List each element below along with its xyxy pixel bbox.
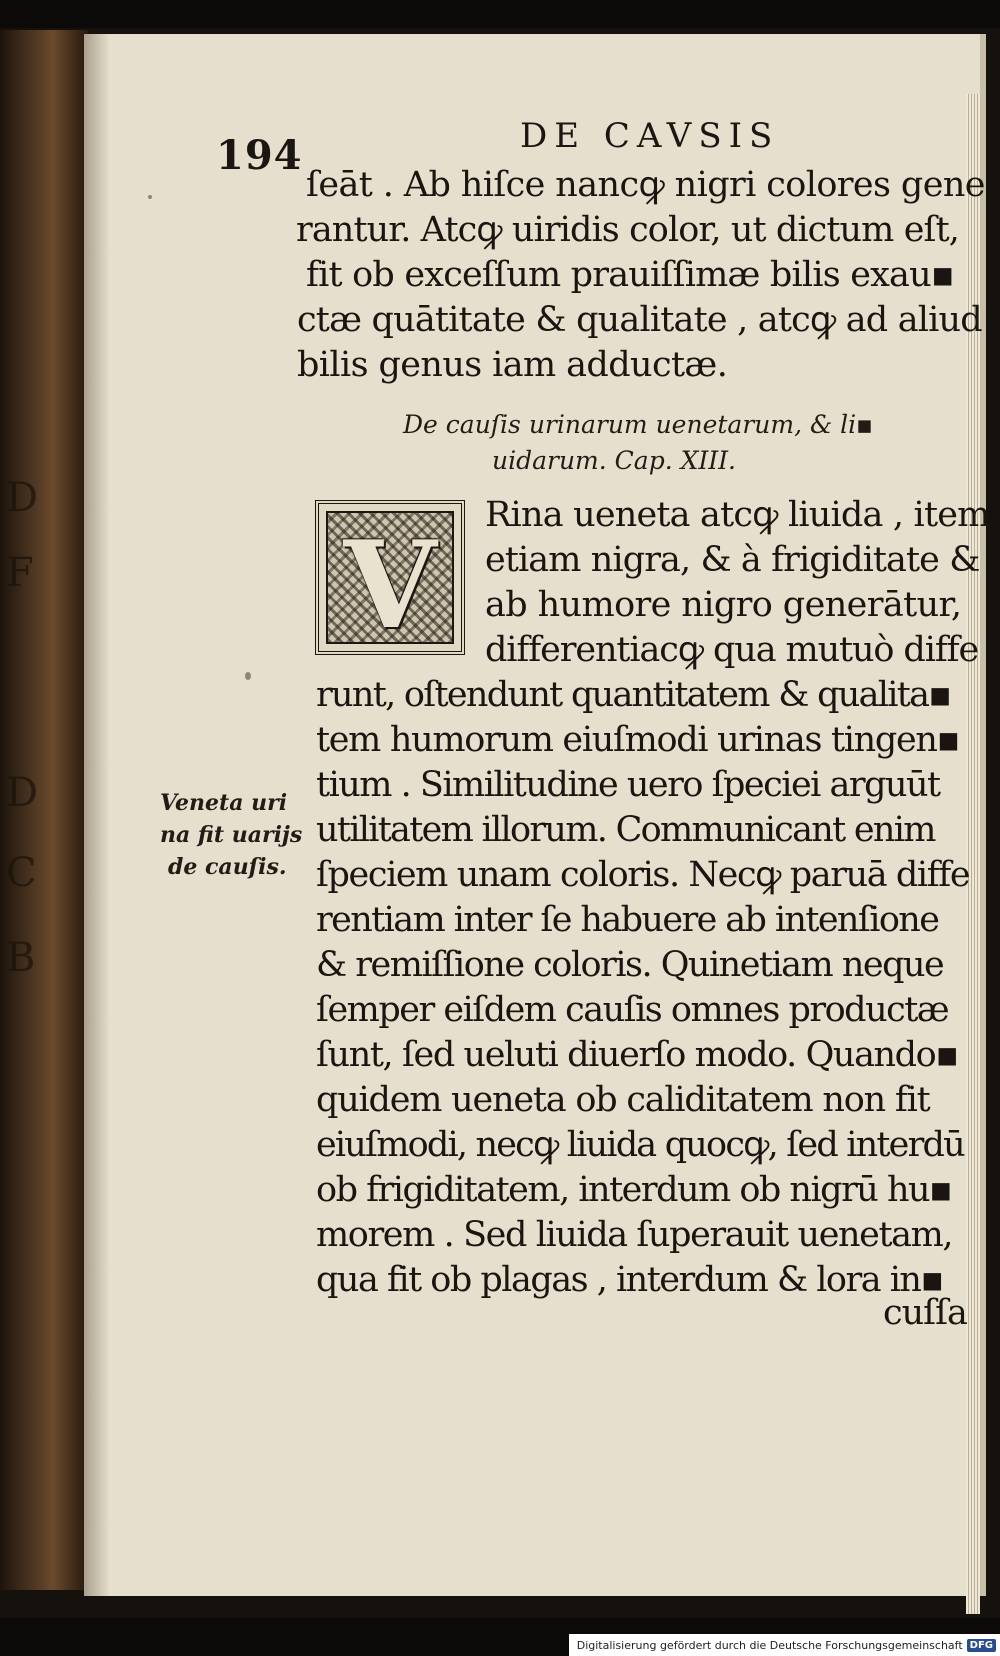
spine-glyph: D xyxy=(6,475,39,521)
text-line: fit ob exceſſum prauiſſimæ bilis exau▪ xyxy=(306,255,954,295)
marginal-note-line: na fit uarijs xyxy=(160,822,303,848)
spine-edge xyxy=(0,30,88,1590)
catchword: cuſſa xyxy=(883,1293,967,1333)
decorated-initial xyxy=(315,500,465,655)
text-line: ab humore nigro generātur, xyxy=(485,585,962,625)
text-line: rantur. Atcꝙ uiridis color, ut dictum eſt, xyxy=(296,210,959,250)
text-line: morem . Sed liuida ſuperauit uenetam, xyxy=(316,1215,953,1255)
text-line: runt, oſtendunt quantitatem & qualita▪ xyxy=(316,675,951,715)
text-line: ob frigiditatem, interdum ob nigrū hu▪ xyxy=(316,1170,952,1210)
credit-text: Digitalisierung gefördert durch die Deutsche Forschungsgemeinschaft xyxy=(576,1638,963,1652)
spine-glyph: D xyxy=(6,770,39,816)
text-line: ſemper eiſdem cauſis omnes productæ xyxy=(316,990,949,1030)
spine-glyph: F xyxy=(6,550,34,596)
gutter-shadow xyxy=(84,34,110,1596)
text-line: ſunt, ſed ueluti diuerſo modo. Quando▪ xyxy=(316,1035,958,1075)
text-line: ſpeciem unam coloris. Necꝙ paruā diffe xyxy=(316,855,970,895)
text-line: qua fit ob plagas , interdum & lora in▪ xyxy=(316,1260,943,1300)
spine-glyph: B xyxy=(6,935,36,981)
text-line: utilitatem illorum. Communicant enim xyxy=(316,810,935,850)
text-line: eiuſmodi, necꝙ liuida quocꝙ, ſed interdū xyxy=(316,1125,964,1165)
text-line: rentiam inter ſe habuere ab intenſione xyxy=(316,900,939,940)
text-line: bilis genus iam adductæ. xyxy=(297,345,728,385)
spine-glyph: C xyxy=(6,850,37,896)
page-number: 194 xyxy=(216,132,303,179)
chapter-heading: uidarum. Cap. XIII. xyxy=(492,446,736,475)
ink-speck xyxy=(245,672,251,680)
digitization-credit xyxy=(569,1634,1000,1656)
marginal-note-line: Veneta uri xyxy=(160,790,288,816)
marginal-note-line: de cauſis. xyxy=(168,854,287,880)
dfg-logo: DFG xyxy=(967,1639,996,1652)
text-line: ſeāt . Ab hiſce nancꝙ nigri colores gene xyxy=(306,165,985,205)
running-title: DE CAVSIS xyxy=(520,116,780,156)
initial-ornament xyxy=(326,511,454,656)
chapter-heading: De cauſis urinarum uenetarum, & li▪ xyxy=(403,410,874,439)
text-line: tium . Similitudine uero ſpeciei arguūt xyxy=(316,765,940,805)
text-line: differentiacꝙ qua mutuò diffe xyxy=(485,630,979,670)
text-line: Rina ueneta atcꝙ liuida , item xyxy=(485,495,990,535)
initial-letter: V xyxy=(343,515,437,656)
text-line: ctæ quātitate & qualitate , atcꝙ ad aliud xyxy=(297,300,982,340)
text-line: tem humorum eiuſmodi urinas tingen▪ xyxy=(316,720,960,760)
text-line: quidem ueneta ob caliditatem non fit xyxy=(316,1080,930,1120)
text-line: & remiſſione coloris. Quinetiam neque xyxy=(316,945,944,985)
ink-speck xyxy=(148,195,152,199)
text-line: etiam nigra, & à frigiditate & xyxy=(485,540,980,580)
